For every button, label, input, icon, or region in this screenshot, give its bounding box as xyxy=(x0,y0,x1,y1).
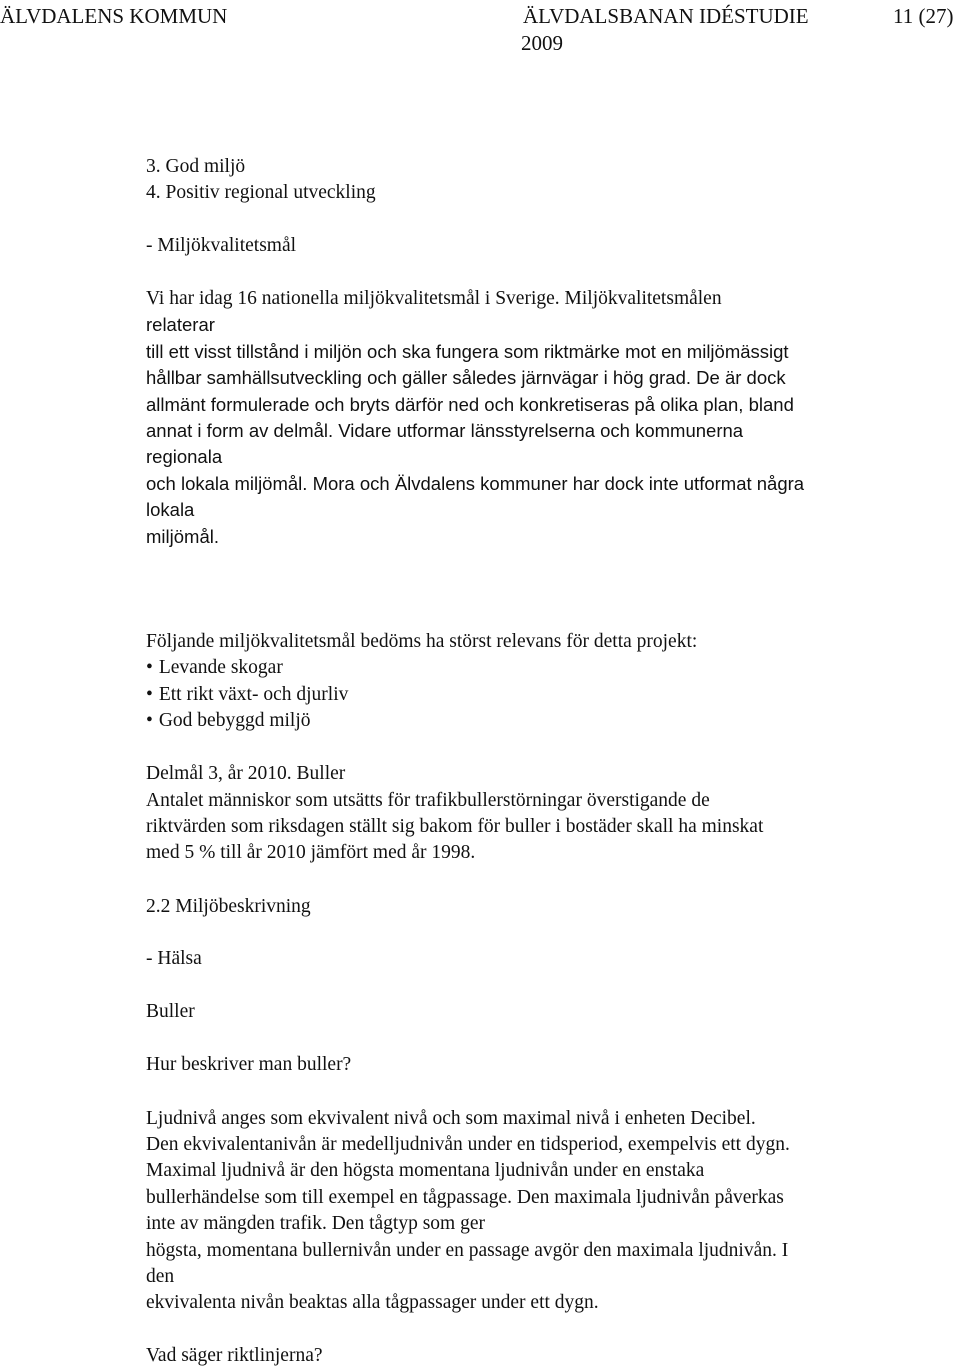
paragraph-line: allmänt formulerade och bryts därför ned och konkretiseras på olika plan, bland xyxy=(146,394,794,415)
delmal-title: Delmål 3, år 2010. Buller xyxy=(146,763,346,784)
paragraph-line: den xyxy=(146,1266,175,1287)
paragraph-line: ekvivalenta nivån beaktas alla tågpassager under ett dygn. xyxy=(146,1292,599,1313)
header-organization: ÄLVDALENS KOMMUN xyxy=(0,4,228,28)
paragraph-line: till ett visst tillstånd i miljön och ska fungera som riktmärke mot en miljömässigt xyxy=(146,341,789,362)
relevance-bullet-item: • Ett rikt växt- och djurliv xyxy=(146,682,348,708)
delmal-line: med 5 % till år 2010 jämfört med år 1998. xyxy=(146,842,476,863)
paragraph-line: Ljudnivå anges som ekvivalent nivå och som maximal nivå i enheten Decibel. xyxy=(146,1108,756,1129)
noise-heading: Buller xyxy=(146,1001,195,1022)
paragraph-line: högsta, momentana bullernivån under en passage avgör den maximala ljudnivån. I xyxy=(146,1240,789,1261)
delmal-line: Antalet människor som utsätts för trafikbullerstörningar överstigande de xyxy=(146,790,710,811)
paragraph-line: Maximal ljudnivå är den högsta momentana ljudnivån under en enstaka xyxy=(146,1160,705,1181)
health-heading: - Hälsa xyxy=(146,948,202,969)
relevance-bullet-item: • God bebyggd miljö xyxy=(146,708,311,734)
relevance-intro: Följande miljökvalitetsmål bedöms ha störst relevans för detta projekt: xyxy=(146,631,698,652)
paragraph-line: lokala xyxy=(146,499,195,520)
question-heading: Vad säger riktlinjerna? xyxy=(146,1345,323,1366)
env-quality-heading: - Miljökvalitetsmål xyxy=(146,235,297,256)
paragraph-line: bullerhändelse som till exempel en tågpassage. Den maximala ljudnivån påverkas xyxy=(146,1187,784,1208)
paragraph-line: annat i form av delmål. Vidare utformar länsstyrelserna och kommunerna xyxy=(146,420,744,441)
goal-list-item-4: 4. Positiv regional utveckling xyxy=(146,182,376,203)
paragraph-line: hållbar samhällsutveckling och gäller således järnvägar i hög grad. De är dock xyxy=(146,367,786,388)
header-year: 2009 xyxy=(521,31,563,55)
paragraph-line: relaterar xyxy=(146,314,215,335)
question-heading: Hur beskriver man buller? xyxy=(146,1054,352,1075)
delmal-line: riktvärden som riksdagen ställt sig bakom för buller i bostäder skall ha minskat xyxy=(146,816,764,837)
paragraph-line: regionala xyxy=(146,446,223,467)
header-document-title: ÄLVDALSBANAN IDÉSTUDIE xyxy=(523,4,809,28)
section-heading: 2.2 Miljöbeskrivning xyxy=(146,896,311,917)
goal-list-item-3: 3. God miljö xyxy=(146,156,246,177)
relevance-bullet-item: • Levande skogar xyxy=(146,655,283,681)
paragraph-line: och lokala miljömål. Mora och Älvdalens kommuner har dock inte utformat några xyxy=(146,473,805,494)
header-page-number: 11 (27) xyxy=(893,4,954,28)
paragraph-line: miljömål. xyxy=(146,526,219,547)
paragraph-line: Den ekvivalentanivån är medelljudnivån under en tidsperiod, exempelvis ett dygn. xyxy=(146,1134,790,1155)
paragraph-line: inte av mängden trafik. Den tågtyp som ger xyxy=(146,1213,485,1234)
paragraph-line: Vi har idag 16 nationella miljökvalitetsmål i Sverige. Miljökvalitetsmålen xyxy=(146,288,722,309)
